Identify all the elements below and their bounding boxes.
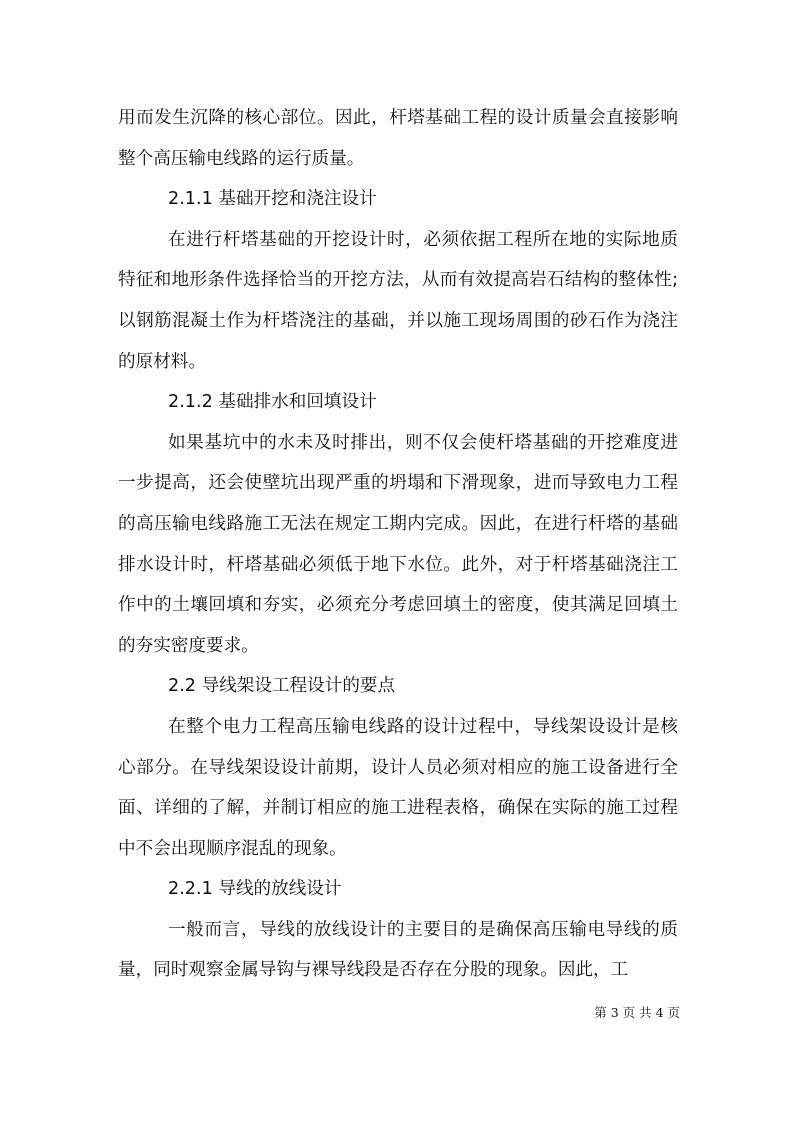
document-body <box>118 98 678 991</box>
section-heading-2-1-2: 2.1.2 基础排水和回填设计 <box>168 392 377 413</box>
paragraph-5: 一般而言，导线的放线设计的主要目的是确保高压输电导线的质量，同时观察金属导钩与裸导线段是否存在分股的现象。因此，工 <box>118 919 678 981</box>
paragraph-3: 如果基坑中的水未及时排出，则不仅会使杆塔基础的开挖难度进一步提高，还会使壁坑出现严重的坍塌和下滑现象，进而导致电力工程的高压输电线路施工无法在规定工期内完成。因此，在进行杆塔的基础排水设计时，杆塔基础必须低于地下水位。此外，对于杆塔基础浇注工作中的土壤回填和夯实，必须充分考虑回填土的密度，使其满足回填土的夯实密度要求。 <box>118 432 678 656</box>
page-number-footer: 第 3 页 共 4 页 <box>594 1005 680 1020</box>
paragraph-4: 在整个电力工程高压输电线路的设计过程中，导线架设设计是核心部分。在导线架设设计前期，设计人员必须对相应的施工设备进行全面、详细的了解，并制订相应的施工进程表格，确保在实际的施工过程中不会出现顺序混乱的现象。 <box>118 716 678 859</box>
section-heading-2-2-1: 2.2.1 导线的放线设计 <box>168 879 342 900</box>
paragraph-2: 在进行杆塔基础的开挖设计时，必须依据工程所在地的实际地质特征和地形条件选择恰当的开挖方法，从而有效提高岩石结构的整体性; 以钢筋混凝土作为杆塔浇注的基础，并以施工现场周围的砂石作为浇注的原材料。 <box>118 229 678 372</box>
paragraph-1: 用而发生沉降的核心部位。因此，杆塔基础工程的设计质量会直接影响整个高压输电线路的运行质量。 <box>118 108 678 169</box>
section-heading-2-2: 2.2 导线架设工程设计的要点 <box>168 676 396 697</box>
section-heading-2-1-1: 2.1.1 基础开挖和浇注设计 <box>168 189 377 210</box>
